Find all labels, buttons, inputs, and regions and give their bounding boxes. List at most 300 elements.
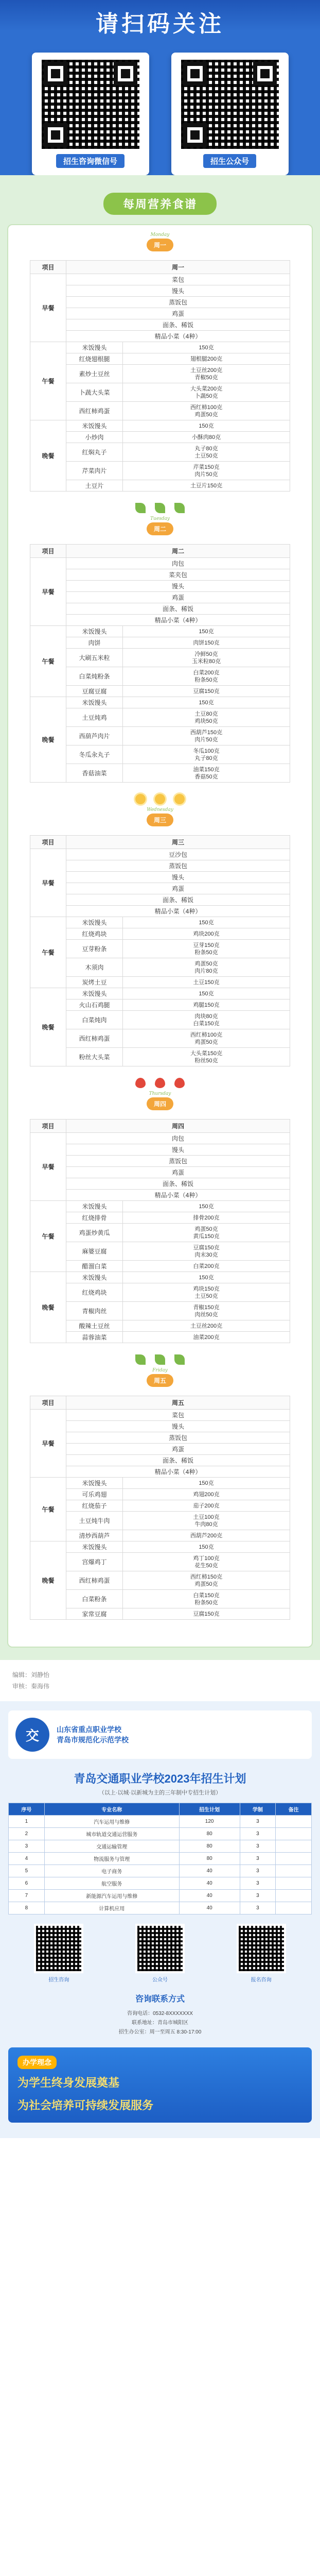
- table-row: [9, 1865, 312, 1877]
- day-badge-en: Thursday: [149, 1091, 171, 1096]
- table-row: [30, 1144, 290, 1156]
- dish-cell: 鸡蛋炒黄瓜: [66, 1224, 123, 1242]
- plan-cell: 40: [179, 1902, 240, 1914]
- poster-qr-row: [8, 1924, 312, 1983]
- dish-cell: 米饭馒头: [66, 1478, 123, 1489]
- table-row: [30, 1224, 290, 1242]
- plan-cell: 航空服务: [44, 1877, 179, 1890]
- plan-cell: 3: [240, 1828, 276, 1840]
- plan-cell: [276, 1890, 312, 1902]
- dish-cell: 菜夹包: [66, 569, 290, 581]
- table-row: [30, 883, 290, 894]
- table-row: [30, 1029, 290, 1048]
- meal-cell: 晚餐: [30, 1272, 66, 1343]
- col-header: 项目: [30, 1120, 66, 1133]
- dish-cell: 土豆炖鸡: [66, 708, 123, 727]
- menu-table-header: [30, 836, 290, 849]
- table-row: [9, 1828, 312, 1840]
- dish-cell: 清炒西葫芦: [66, 1530, 123, 1541]
- plan-header-cell: 序号: [9, 1803, 45, 1816]
- plan-cell: 3: [240, 1840, 276, 1853]
- dish-cell: 鸡蛋: [66, 1444, 290, 1455]
- dish-cell: 馒头: [66, 285, 290, 297]
- strawberry-icon: [174, 1078, 185, 1088]
- table-row: [30, 1571, 290, 1590]
- day-header: 周二: [66, 545, 290, 558]
- poster-qr-item[interactable]: [237, 1924, 286, 1983]
- ingredient-cell: 油菜150克 香菇50克: [123, 764, 290, 783]
- plan-cell: 8: [9, 1902, 45, 1914]
- plan-cell: 物流服务与管理: [44, 1853, 179, 1865]
- table-row: [9, 1840, 312, 1853]
- decoration-row: [30, 503, 290, 513]
- plan-cell: 3: [240, 1853, 276, 1865]
- table-row: [30, 626, 290, 637]
- meal-cell: 晚餐: [30, 697, 66, 783]
- table-row: [30, 727, 290, 745]
- decoration-row: [30, 794, 290, 804]
- ingredient-cell: 鸡块150克 土豆50克: [123, 1283, 290, 1302]
- dish-cell: 馒头: [66, 1144, 290, 1156]
- ingredient-cell: 芹菜150克 肉片50克: [123, 462, 290, 480]
- table-row: [30, 1156, 290, 1167]
- table-row: [30, 1410, 290, 1421]
- dish-cell: 蒸饭包: [66, 1156, 290, 1167]
- ingredient-cell: 小酥肉80克: [123, 432, 290, 443]
- qr-code-icon: [237, 1924, 286, 1973]
- ingredient-cell: 150克: [123, 626, 290, 637]
- day-card: [30, 234, 290, 492]
- table-row: [9, 1902, 312, 1914]
- dish-cell: 豆沙包: [66, 849, 290, 860]
- dish-cell: 红焖丸子: [66, 443, 123, 462]
- ingredient-cell: 鸡蛋50克 肉片80克: [123, 958, 290, 977]
- ingredient-cell: 豆芽150克 粉条50克: [123, 940, 290, 958]
- dish-cell: 红烧排骨: [66, 1212, 123, 1224]
- day-card: [30, 1370, 290, 1620]
- day-card: [30, 809, 290, 1066]
- dish-cell: 冬瓜汆丸子: [66, 745, 123, 764]
- meal-cell: 早餐: [30, 274, 66, 342]
- dish-cell: 蒸饭包: [66, 297, 290, 308]
- ingredient-cell: 鸡翅200克: [123, 1489, 290, 1500]
- table-row: [30, 1500, 290, 1512]
- sun-icon: [155, 794, 165, 804]
- qr-code-icon: [181, 60, 279, 149]
- poster-qr-item[interactable]: [34, 1924, 83, 1983]
- menu-table: [30, 544, 290, 783]
- table-row: [30, 615, 290, 626]
- sun-icon: [174, 794, 185, 804]
- table-row: [30, 1201, 290, 1212]
- ingredient-cell: 鸡腿150克: [123, 999, 290, 1011]
- ingredient-cell: 丸子80克 土豆50克: [123, 443, 290, 462]
- school-line2: 青岛市规范化示范学校: [57, 1736, 129, 1744]
- dish-cell: 香菇油菜: [66, 764, 123, 783]
- table-row: [9, 1877, 312, 1890]
- day-header: 周三: [66, 836, 290, 849]
- dish-cell: 醋溜白菜: [66, 1261, 123, 1272]
- ingredient-cell: 150克: [123, 988, 290, 999]
- plan-cell: [276, 1828, 312, 1840]
- poster-qr-label: 报名咨询: [251, 1977, 272, 1983]
- table-row: [9, 1816, 312, 1828]
- table-row: [30, 1512, 290, 1530]
- admission-poster: [0, 1701, 320, 2138]
- dish-cell: 红烧鸡块: [66, 928, 123, 940]
- menu-table: [30, 835, 290, 1066]
- dish-cell: 土豆炖牛肉: [66, 1512, 123, 1530]
- menu-title: 每周营养食谱: [103, 193, 217, 215]
- day-card: [30, 518, 290, 783]
- day-badge-label: 周四: [147, 1097, 173, 1110]
- table-row: [30, 308, 290, 319]
- dish-cell: 肉包: [66, 558, 290, 569]
- qr-row: [0, 38, 320, 175]
- col-header: 项目: [30, 1396, 66, 1410]
- ingredient-cell: 西红柿100克 鸡蛋50克: [123, 402, 290, 420]
- dish-cell: 鸡蛋: [66, 1167, 290, 1178]
- table-row: [30, 1541, 290, 1553]
- dish-cell: 面条、稀饭: [66, 894, 290, 906]
- ingredient-cell: 土豆丝200克 青椒50克: [123, 365, 290, 383]
- school-banner: [8, 1710, 312, 1759]
- day-header: 周四: [66, 1120, 290, 1133]
- plan-cell: 5: [9, 1865, 45, 1877]
- table-row: [30, 1283, 290, 1302]
- ingredient-cell: 大头菜150克 粉丝50克: [123, 1048, 290, 1066]
- plan-cell: [276, 1865, 312, 1877]
- day-badge-en: Friday: [152, 1368, 168, 1373]
- dish-cell: 木须肉: [66, 958, 123, 977]
- day-header: 周五: [66, 1396, 290, 1410]
- ingredient-cell: 150克: [123, 420, 290, 432]
- plan-cell: 3: [240, 1816, 276, 1828]
- col-header: 项目: [30, 836, 66, 849]
- plan-header-cell: 专业名称: [44, 1803, 179, 1816]
- table-row: [30, 1167, 290, 1178]
- table-row: [30, 365, 290, 383]
- dish-cell: 粉丝大头菜: [66, 1048, 123, 1066]
- dish-cell: 菜包: [66, 1410, 290, 1421]
- qr-card-wechat[interactable]: [32, 53, 149, 175]
- qr-code-icon: [42, 60, 139, 149]
- leaf-icon: [135, 1354, 146, 1365]
- plan-cell: [276, 1877, 312, 1890]
- day-badge: [121, 518, 199, 539]
- plan-cell: 120: [179, 1816, 240, 1828]
- table-row: [30, 686, 290, 697]
- meal-cell: 晚餐: [30, 1541, 66, 1620]
- poster-qr-label: 公众号: [152, 1977, 168, 1983]
- consult-line: 联系地址：青岛市城阳区: [132, 2020, 188, 2026]
- editor-info: [0, 1660, 320, 1701]
- menu-board: [7, 224, 313, 1648]
- table-row: [30, 928, 290, 940]
- poster-qr-label: 招生咨询: [48, 1977, 69, 1983]
- plan-cell: 7: [9, 1890, 45, 1902]
- dish-cell: 酸辣土豆丝: [66, 1320, 123, 1332]
- plan-header-cell: 招生计划: [179, 1803, 240, 1816]
- dish-cell: 炭烤土豆: [66, 977, 123, 988]
- dish-cell: 红烧茄子: [66, 1500, 123, 1512]
- day-badge: [121, 234, 199, 255]
- day-badge: [121, 1370, 199, 1391]
- ingredient-cell: 西葫芦200克: [123, 1530, 290, 1541]
- menu-table-header: [30, 261, 290, 274]
- leaf-icon: [155, 503, 165, 513]
- dish-cell: 红烧鸡块: [66, 1283, 123, 1302]
- ingredient-cell: 冬瓜100克 丸子80克: [123, 745, 290, 764]
- plan-cell: [276, 1840, 312, 1853]
- menu-section: [0, 175, 320, 1660]
- plan-cell: 城市轨道交通运营服务: [44, 1828, 179, 1840]
- table-row: [30, 860, 290, 872]
- dish-cell: 米饭馒头: [66, 1541, 123, 1553]
- meal-cell: 早餐: [30, 558, 66, 626]
- ingredient-cell: 排骨200克: [123, 1212, 290, 1224]
- table-row: [30, 906, 290, 917]
- ingredient-cell: 豆腐150克: [123, 1608, 290, 1620]
- ingredient-cell: 豆腐150克 肉末30克: [123, 1242, 290, 1261]
- plan-cell: 80: [179, 1840, 240, 1853]
- qr-header: [0, 0, 320, 175]
- dish-cell: 芹菜肉片: [66, 462, 123, 480]
- plan-cell: 1: [9, 1816, 45, 1828]
- table-row: [30, 708, 290, 727]
- dish-cell: 米饭馒头: [66, 1201, 123, 1212]
- plan-cell: 6: [9, 1877, 45, 1890]
- table-row: [30, 331, 290, 342]
- table-row: [30, 1133, 290, 1144]
- table-row: [30, 1421, 290, 1432]
- plan-cell: 3: [240, 1865, 276, 1877]
- consult-line: 咨询电话：0532-8XXXXXXX: [127, 2011, 193, 2016]
- table-row: [30, 849, 290, 860]
- day-card: [30, 1093, 290, 1343]
- plan-table: [8, 1803, 312, 1914]
- table-row: [9, 1890, 312, 1902]
- ingredient-cell: 土豆80克 鸡块50克: [123, 708, 290, 727]
- qr-label-wechat: 招生咨询微信号: [56, 154, 125, 168]
- ingredient-cell: 白菜150克 粉条50克: [123, 1590, 290, 1608]
- ingredient-cell: 土豆100克 牛肉80克: [123, 1512, 290, 1530]
- table-row: [30, 977, 290, 988]
- meal-cell: 早餐: [30, 1133, 66, 1201]
- dish-cell: 青椒肉丝: [66, 1302, 123, 1320]
- dish-cell: 米饭馒头: [66, 988, 123, 999]
- ingredient-cell: 西红柿100克 鸡蛋50克: [123, 1029, 290, 1048]
- dish-cell: 鸡蛋: [66, 592, 290, 603]
- strawberry-icon: [135, 1078, 146, 1088]
- col-header: 项目: [30, 261, 66, 274]
- table-row: [30, 988, 290, 999]
- dish-cell: 可乐鸡翅: [66, 1489, 123, 1500]
- consult-title: 咨询联系方式: [135, 1995, 185, 2004]
- menu-table-header: [30, 545, 290, 558]
- dish-cell: 白菜粉条: [66, 1590, 123, 1608]
- plan-header-cell: 学制: [240, 1803, 276, 1816]
- table-row: [30, 1608, 290, 1620]
- plan-cell: 交通运输管理: [44, 1840, 179, 1853]
- dish-cell: 西葫芦肉片: [66, 727, 123, 745]
- table-row: [30, 1590, 290, 1608]
- ingredient-cell: 油菜200克: [123, 1332, 290, 1343]
- school-line1: 山东省重点职业学校: [57, 1725, 121, 1734]
- dish-cell: 米饭馒头: [66, 626, 123, 637]
- dish-cell: 面条、稀饭: [66, 319, 290, 331]
- dish-cell: 大刷五米粒: [66, 649, 123, 667]
- ingredient-cell: 150克: [123, 1541, 290, 1553]
- meal-cell: 晚餐: [30, 420, 66, 492]
- meal-cell: 午餐: [30, 626, 66, 697]
- dish-cell: 精品小菜（4种）: [66, 331, 290, 342]
- menu-table-header: [30, 1120, 290, 1133]
- day-badge-en: Monday: [150, 232, 170, 238]
- dish-cell: 馒头: [66, 1421, 290, 1432]
- plan-cell: 3: [9, 1840, 45, 1853]
- table-row: [30, 1332, 290, 1343]
- dish-cell: 白菜炖肉: [66, 1011, 123, 1029]
- dish-cell: 精品小菜（4种）: [66, 1466, 290, 1478]
- consult-line: 招生办公室：周一至周五 8:30-17:00: [118, 2029, 202, 2035]
- plan-cell: 4: [9, 1853, 45, 1865]
- sun-icon: [135, 794, 146, 804]
- ingredient-cell: 150克: [123, 697, 290, 708]
- table-row: [30, 603, 290, 615]
- concept-banner: [8, 2047, 312, 2123]
- ingredient-cell: 豆腐150克: [123, 686, 290, 697]
- ingredient-cell: 茄子200克: [123, 1500, 290, 1512]
- leaf-icon: [135, 503, 146, 513]
- day-badge-en: Tuesday: [150, 516, 170, 521]
- table-row: [30, 353, 290, 365]
- table-row: [30, 697, 290, 708]
- ingredient-cell: 白菜200克 粉条50克: [123, 667, 290, 686]
- dish-cell: 精品小菜（4种）: [66, 1190, 290, 1201]
- table-row: [30, 1478, 290, 1489]
- day-badge: [121, 809, 199, 830]
- meal-cell: 午餐: [30, 342, 66, 420]
- qr-code-icon: [34, 1924, 83, 1973]
- dish-cell: 鸡蛋: [66, 883, 290, 894]
- table-row: [30, 319, 290, 331]
- concept-line1: 为学生终身发展奠基: [17, 2076, 120, 2089]
- meal-cell: 晚餐: [30, 988, 66, 1066]
- dish-cell: 卜蔬大头菜: [66, 383, 123, 402]
- table-row: [30, 894, 290, 906]
- strawberry-icon: [155, 1078, 165, 1088]
- poster-title: 青岛交通职业学校2023年招生计划: [74, 1772, 246, 1785]
- dish-cell: 米饭馒头: [66, 917, 123, 928]
- table-row: [30, 1432, 290, 1444]
- dish-cell: 面条、稀饭: [66, 603, 290, 615]
- col-header: 项目: [30, 545, 66, 558]
- menu-table: [30, 1119, 290, 1343]
- day-badge-en: Wednesday: [147, 807, 173, 812]
- table-row: [30, 420, 290, 432]
- meal-cell: 午餐: [30, 1478, 66, 1541]
- table-row: [30, 1011, 290, 1029]
- dish-cell: 面条、稀饭: [66, 1455, 290, 1466]
- plan-cell: 汽车运用与维修: [44, 1816, 179, 1828]
- day-header: 周一: [66, 261, 290, 274]
- table-row: [30, 649, 290, 667]
- dish-cell: 菜包: [66, 274, 290, 285]
- table-row: [30, 592, 290, 603]
- menu-table: [30, 260, 290, 492]
- table-row: [30, 1272, 290, 1283]
- dish-cell: 素炒土豆丝: [66, 365, 123, 383]
- dish-cell: 豆芽粉条: [66, 940, 123, 958]
- ingredient-cell: 青椒150克 肉丝50克: [123, 1302, 290, 1320]
- dish-cell: 米饭馒头: [66, 342, 123, 353]
- dish-cell: 精品小菜（4种）: [66, 906, 290, 917]
- table-row: [30, 637, 290, 649]
- plan-cell: 新能源汽车运用与维修: [44, 1890, 179, 1902]
- qr-card-official[interactable]: [171, 53, 289, 175]
- editor-line: 编辑：刘静怡: [12, 1671, 50, 1679]
- table-row: [30, 443, 290, 462]
- qr-label-official: 招生公众号: [203, 154, 256, 168]
- decoration-row: [30, 1354, 290, 1365]
- table-row: [30, 274, 290, 285]
- dish-cell: 红烧翅根腿: [66, 353, 123, 365]
- dish-cell: 米饭馒头: [66, 420, 123, 432]
- leaf-icon: [174, 503, 185, 513]
- dish-cell: 米饭馒头: [66, 1272, 123, 1283]
- concept-line2: 为社会培养可持续发展服务: [17, 2099, 154, 2112]
- day-badge-label: 周三: [147, 814, 173, 826]
- day-badge-label: 周二: [147, 522, 173, 535]
- dish-cell: 西红柿鸡蛋: [66, 1571, 123, 1590]
- dish-cell: 家常豆腐: [66, 1608, 123, 1620]
- table-row: [30, 999, 290, 1011]
- table-row: [30, 940, 290, 958]
- table-row: [30, 1242, 290, 1261]
- plan-cell: 80: [179, 1853, 240, 1865]
- plan-cell: 40: [179, 1877, 240, 1890]
- dish-cell: 馒头: [66, 872, 290, 883]
- table-row: [30, 667, 290, 686]
- reviewer-line: 审核：秦海伟: [12, 1683, 50, 1690]
- table-row: [30, 958, 290, 977]
- table-row: [30, 1302, 290, 1320]
- plan-cell: 计算机应用: [44, 1902, 179, 1914]
- header-title: 请扫码关注: [96, 11, 224, 37]
- plan-cell: 40: [179, 1890, 240, 1902]
- dish-cell: 土豆片: [66, 480, 123, 492]
- consult-lines: [8, 2009, 312, 2037]
- plan-cell: 80: [179, 1828, 240, 1840]
- ingredient-cell: 150克: [123, 1478, 290, 1489]
- ingredient-cell: 土豆片150克: [123, 480, 290, 492]
- table-row: [30, 872, 290, 883]
- table-row: [30, 558, 290, 569]
- table-row: [30, 1190, 290, 1201]
- dish-cell: 蒜蓉油菜: [66, 1332, 123, 1343]
- meal-cell: 早餐: [30, 1410, 66, 1478]
- table-row: [30, 1489, 290, 1500]
- poster-qr-item[interactable]: [135, 1924, 185, 1983]
- plan-cell: [276, 1853, 312, 1865]
- table-row: [30, 745, 290, 764]
- leaf-icon: [155, 1354, 165, 1365]
- menu-table: [30, 1396, 290, 1620]
- menu-table-header: [30, 1396, 290, 1410]
- dish-cell: 白菜炖粉条: [66, 667, 123, 686]
- table-row: [30, 569, 290, 581]
